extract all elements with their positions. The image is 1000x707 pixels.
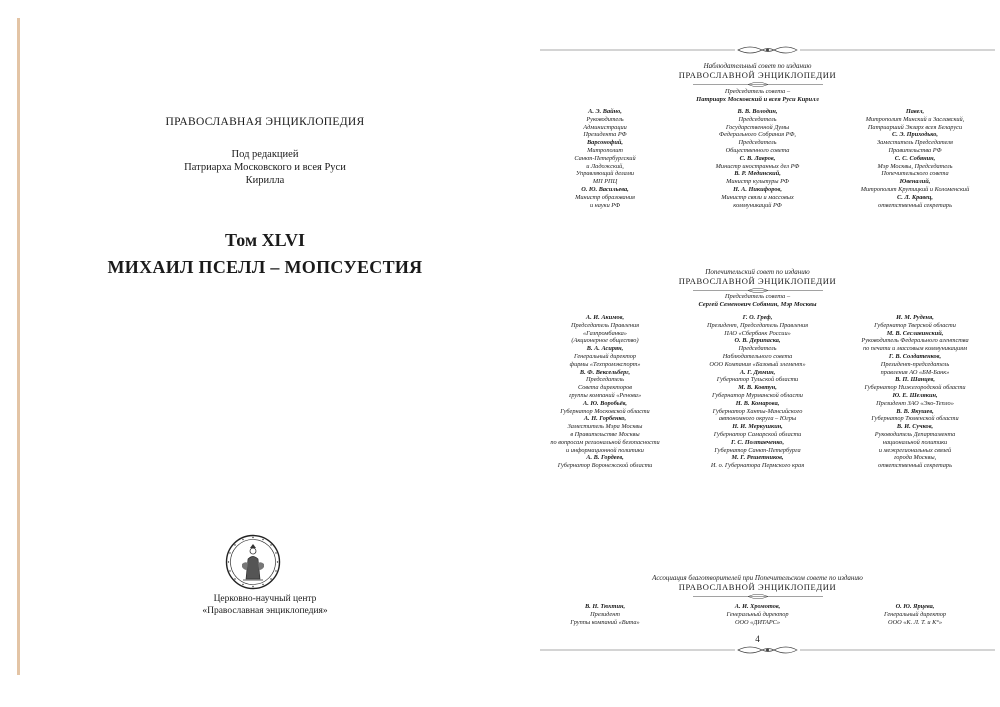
association-col-1 [530, 603, 680, 626]
member-role-line: Министр связи и массовых [721, 193, 794, 201]
member-name: М. В. Сеславинский, [886, 329, 944, 337]
member-role-line: (Акционерное общество) [571, 337, 639, 345]
member-entry [530, 314, 680, 345]
member-name: В. В. Володин, [737, 108, 778, 115]
member-entry [835, 603, 995, 626]
member-role-line: МП РПЦ [592, 178, 618, 186]
member-role-line: в Правительстве Москвы [570, 430, 640, 438]
member-role-line: Попечительского совета [881, 170, 949, 178]
section-intro: Попечительский совет по изданию [705, 268, 810, 276]
member-name: Ювеналий, [899, 178, 931, 186]
member-role-line: Президента РФ [583, 131, 627, 139]
member-entry [835, 423, 995, 470]
chair-label: Председатель совета – [724, 88, 791, 95]
member-role-line: ответственный секретарь [878, 462, 952, 470]
editor-line: Патриарха Московского и всея Руси [184, 162, 346, 173]
member-name: С. С. Собянин, [894, 154, 936, 162]
trustees-col-3 [835, 314, 995, 470]
member-role-line: Санкт-Петербургский [574, 154, 636, 162]
member-role-line: «Газпромбанка» [583, 329, 627, 337]
spine-fold [17, 18, 20, 675]
member-role-line: Генеральный директор [883, 610, 947, 618]
member-role-line: Заместитель Председателя [877, 139, 953, 147]
member-name: С. В. Лавров, [739, 154, 776, 162]
member-role-line: коммуникаций РФ [733, 201, 782, 209]
supervisory-chair [515, 88, 1000, 104]
member-role-line: Митрополит [587, 146, 623, 154]
member-role-line: и межрегиональных связей [878, 446, 952, 454]
trustees-col-1 [530, 314, 680, 470]
member-name: Н. В. Комарова, [735, 399, 780, 407]
member-role-line: ООО «ДИТАРС» [734, 618, 781, 626]
member-name: В. Р. Мединский, [734, 170, 781, 178]
member-entry [680, 603, 835, 626]
member-role-line: Губернатор Тверской области [874, 321, 956, 329]
volume-name: МИХАИЛ ПСЕЛЛ – МОПСУЕСТИЯ [107, 257, 423, 277]
member-entry [835, 194, 995, 210]
member-role-line: правления АО «БМ-Банк» [880, 368, 950, 376]
section-title: ПРАВОСЛАВНОЙ ЭНЦИКЛОПЕДИИ [678, 582, 837, 592]
publisher-line: «Православная энциклопедия» [202, 605, 328, 616]
member-role-line: Губернатор Мурманской области [712, 391, 803, 399]
member-role-line: Общественного совета [725, 146, 790, 154]
member-name: А. Г. Дюмин, [739, 368, 776, 376]
volume-number: Том XLVI [225, 230, 305, 250]
member-role-line: Генеральный директор [726, 610, 789, 618]
member-entry [530, 415, 680, 454]
member-role-line: Губернатор Ханты-Мансийского [712, 407, 803, 415]
member-name: А. В. Гордеев, [586, 454, 624, 462]
member-role-line: Губернатор Санкт-Петербурга [714, 446, 801, 454]
member-entry [680, 170, 835, 186]
page-number: 4 [755, 634, 760, 644]
member-entry [835, 376, 995, 392]
member-role-line: Заместитель Мэра Москвы [567, 423, 643, 431]
section-intro: Ассоциация благотворителей при Попечительском совете по изданию [652, 574, 863, 582]
flourish-divider-icon [683, 81, 833, 88]
member-role-line: группы компаний «Ренова» [568, 391, 642, 399]
member-role-line: и науки РФ [589, 201, 621, 209]
member-entry [680, 186, 835, 209]
association-col-3 [835, 603, 995, 626]
member-entry [680, 384, 835, 400]
member-role-line: ПАО «Сбербанк России» [724, 329, 791, 337]
member-role-line: Группы компаний «Вита» [570, 618, 640, 626]
supervisory-col-3 [835, 108, 995, 209]
member-name: В. А. Асирян, [586, 345, 624, 353]
trustees-col-2 [680, 314, 835, 470]
member-name: Н. А. Никифоров, [733, 185, 782, 193]
member-entry [680, 155, 835, 171]
member-entry [530, 139, 680, 186]
member-name: В. В. Якушев, [896, 407, 934, 415]
member-role-line: Патриарший Экзарх всея Беларуси [867, 123, 963, 131]
member-name: М. В. Ковтун, [738, 384, 777, 392]
member-entry [680, 400, 835, 423]
member-entry [530, 345, 680, 368]
member-role-line: Губернатор Нижегородской области [864, 384, 966, 392]
trustees-council-header [515, 268, 1000, 294]
publisher-block [30, 594, 500, 617]
member-role-line: Председатель Правления [570, 321, 640, 329]
member-role-line: Президент [590, 610, 620, 618]
member-role-line: Губернатор Воронежской области [557, 462, 653, 470]
member-role-line: Председатель [586, 376, 624, 384]
member-entry [835, 108, 995, 131]
member-role-line: Председатель [738, 345, 777, 353]
member-name: Ю. Е. Шелякин, [892, 391, 938, 399]
member-role-line: по печати и массовым коммуникациям [862, 345, 968, 353]
flourish-divider-icon [683, 593, 833, 600]
member-entry [680, 454, 835, 470]
member-name: Г. В. Солдатенков, [888, 352, 942, 360]
member-name: А. Ю. Воробьёв, [583, 399, 627, 407]
member-role-line: ООО «К. Л. Т. и К°» [888, 618, 942, 626]
member-role-line: фирмы «Техпромэкспорт» [569, 360, 641, 368]
member-name: В. Н. Тюхтин, [584, 603, 626, 610]
member-role-line: и информационной политики [566, 446, 644, 454]
member-role-line: Руководитель [586, 115, 624, 123]
member-entry [835, 131, 995, 154]
member-role-line: Министр культуры РФ [726, 178, 789, 186]
member-entry [530, 603, 680, 626]
member-role-line: Председатель [738, 139, 777, 147]
member-entry [835, 178, 995, 194]
member-role-line: Губернатор Московской области [560, 407, 650, 415]
member-name: О. Ю. Васильева, [581, 185, 629, 193]
member-entry [680, 314, 835, 337]
supervisory-council-header [515, 62, 1000, 88]
member-role-line: национальной политики [882, 438, 948, 446]
member-name: В. Ф. Вексельберг, [579, 368, 631, 376]
association-col-2 [680, 603, 835, 626]
member-role-line: Совета директоров [577, 384, 633, 392]
member-name: В. П. Шанцев, [895, 376, 935, 384]
member-role-line: Федерального Собрания РФ, [719, 131, 796, 139]
editor-block [30, 148, 500, 187]
association-header [515, 574, 1000, 600]
member-name: Н. И. Меркушкин, [732, 423, 783, 431]
member-role-line: Управляющий делами [575, 170, 634, 178]
member-role-line: Мэр Москвы, Председатель [877, 162, 953, 170]
member-entry [530, 108, 680, 139]
member-role-line: Руководитель Департамента [874, 430, 956, 438]
top-ornament-icon [540, 44, 995, 56]
member-role-line: города Москвы, [893, 454, 937, 462]
member-role-line: и Ладожский, [586, 162, 624, 170]
member-name: Павел, [905, 108, 925, 115]
member-role-line: Губернатор Тульской области [716, 376, 799, 384]
member-name: Варсонофий, [586, 139, 623, 147]
chair-label: Председатель совета – [724, 293, 791, 300]
member-entry [530, 186, 680, 209]
member-entry [680, 423, 835, 439]
member-entry [835, 408, 995, 424]
member-entry [680, 369, 835, 385]
member-entry [835, 353, 995, 376]
member-entry [835, 330, 995, 353]
member-role-line: Руководитель Федерального агентства [861, 337, 969, 345]
member-role-line: автономного округа – Югры [718, 415, 797, 423]
member-role-line: Министр образования [575, 193, 635, 201]
member-role-line: Наблюдательного совета [722, 352, 793, 360]
member-role-line: Губернатор Тюменской области [871, 415, 959, 423]
section-intro: Наблюдательный совет по изданию [703, 62, 812, 70]
member-name: А. Н. Горбенко, [583, 415, 627, 423]
member-role-line: ООО Компания «Базовый элемент» [709, 360, 806, 368]
publisher-line: Церковно-научный центр [213, 594, 317, 604]
member-name: В. И. Сучков, [896, 423, 934, 431]
member-entry [530, 400, 680, 416]
member-role-line: Государственной Думы [725, 123, 790, 131]
member-name: А. Э. Вайно, [588, 108, 622, 115]
member-name: С. Л. Кравец, [897, 193, 933, 201]
member-name: О. В. Дерипаска, [734, 337, 781, 345]
member-role-line: И. о. Губернатора Пермского края [710, 462, 805, 470]
bottom-ornament-icon [540, 644, 995, 656]
member-role-line: Правительства РФ [888, 146, 942, 154]
right-page [515, 0, 1000, 707]
left-page [30, 0, 500, 707]
member-role-line: Митрополит Крутицкий и Коломенский [860, 185, 970, 193]
section-title: ПРАВОСЛАВНОЙ ЭНЦИКЛОПЕДИИ [678, 70, 837, 80]
section-title: ПРАВОСЛАВНОЙ ЭНЦИКЛОПЕДИИ [678, 276, 837, 286]
member-name: А. И. Акимов, [585, 314, 625, 321]
member-entry [530, 369, 680, 400]
member-name: А. И. Хромотов, [734, 603, 781, 610]
member-role-line: ответственный секретарь [878, 201, 952, 209]
member-entry [530, 454, 680, 470]
member-name: М. Г. Решетников, [731, 454, 784, 462]
member-role-line: Президент ЗАО «Эко-Тепло» [876, 399, 954, 407]
member-role-line: Генеральный директор [573, 352, 637, 360]
chair-name: Патриарх Московский и всея Руси Кирилл [696, 96, 819, 103]
member-entry [835, 155, 995, 178]
encyclopedia-title: ПРАВОСЛАВНАЯ ЭНЦИКЛОПЕДИЯ [165, 116, 365, 128]
member-entry [680, 108, 835, 155]
member-name: Г. О. Греф, [742, 314, 773, 321]
member-name: И. М. Руденя, [896, 314, 934, 321]
member-name: Г. С. Полтавченко, [730, 438, 785, 446]
supervisory-col-1 [530, 108, 680, 209]
member-role-line: Митрополит Минский и Заславский, [865, 115, 965, 123]
member-role-line: Председатель [738, 115, 777, 123]
member-role-line: Президент-председатель [880, 360, 950, 368]
church-seal-icon [225, 534, 281, 590]
member-role-line: Президент, Председатель Правления [706, 321, 809, 329]
chair-name: Сергей Семенович Собянин, Мэр Москвы [698, 301, 817, 308]
member-entry [835, 392, 995, 408]
editor-line: Под редакцией [231, 149, 299, 160]
member-role-line: Администрации [583, 123, 627, 131]
member-entry [680, 337, 835, 368]
member-name: С. Э. Приходько, [892, 131, 938, 139]
member-entry [680, 439, 835, 455]
editor-line: Кирилла [245, 175, 285, 186]
trustees-chair [515, 293, 1000, 309]
member-entry [835, 314, 995, 330]
member-role-line: Губернатор Самарской области [713, 430, 802, 438]
member-name: О. Ю. Ярцева, [895, 603, 935, 610]
supervisory-col-2 [680, 108, 835, 209]
member-role-line: Министр иностранных дел РФ [715, 162, 800, 170]
member-role-line: по вопросам региональной безопасности [550, 438, 660, 446]
